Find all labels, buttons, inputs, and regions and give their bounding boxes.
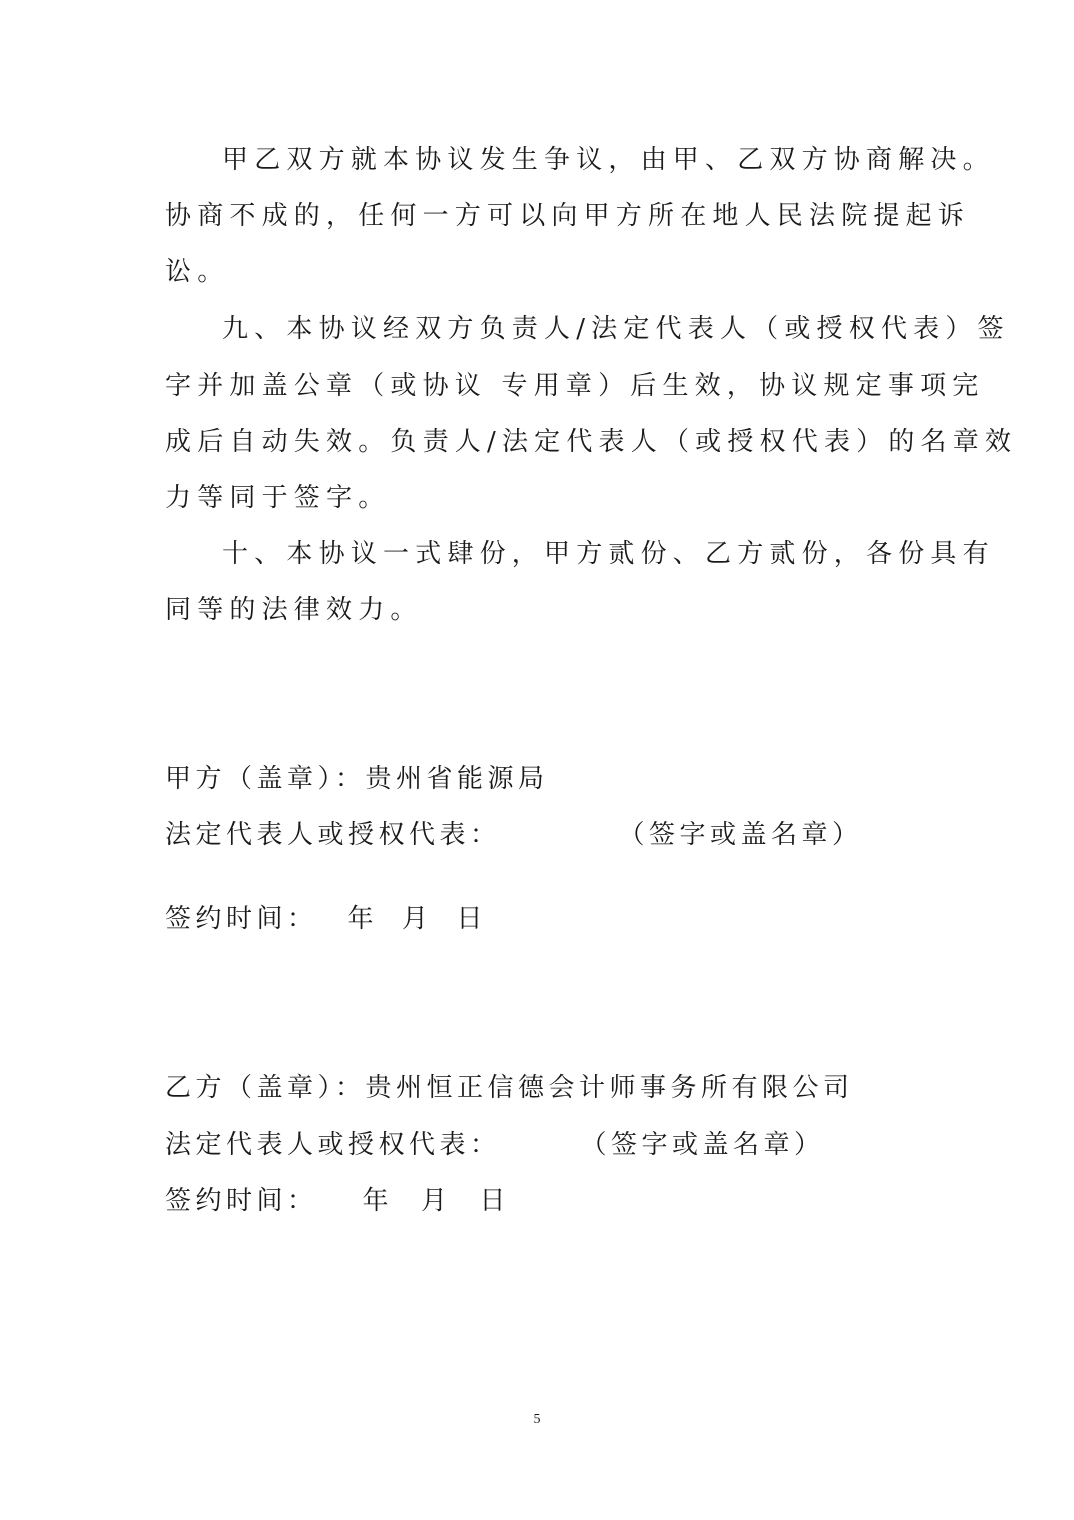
- party-a-rep-label: 法定代表人或授权代表：: [165, 820, 501, 850]
- party-a-year: 年: [347, 904, 379, 934]
- clause-9-line-2: 字并加盖公章（或协议 专用章）后生效，协议规定事项完: [165, 371, 985, 401]
- party-a-representative-line: [165, 818, 863, 852]
- party-b-year: 年: [362, 1186, 394, 1216]
- party-a-date-label: 签约时间：: [165, 904, 318, 934]
- page-number: 5: [533, 1412, 541, 1427]
- dispute-line-3: 讼。: [165, 257, 230, 287]
- party-b-month: 月: [421, 1186, 452, 1216]
- party-a-date-line: [165, 902, 487, 936]
- party-b-rep-note: （签字或盖名章）: [580, 1130, 825, 1160]
- party-b-date-line: [165, 1184, 510, 1218]
- party-b-day: 日: [479, 1186, 511, 1216]
- party-a-rep-note: （签字或盖名章）: [618, 820, 863, 850]
- clause-9-line-3: 成后自动失效。负责人/法定代表人（或授权代表）的名章效: [165, 427, 1018, 457]
- party-a-day: 日: [456, 904, 488, 934]
- party-a-month: 月: [402, 904, 433, 934]
- clause-9-line-4: 力等同于签字。: [165, 483, 391, 513]
- clause-10-line-2: 同等的法律效力。: [165, 595, 423, 625]
- clause-10-line-1: 十、本协议一式肆份，甲方贰份、乙方贰份，各份具有: [222, 539, 995, 569]
- party-a-seal-line: 甲方（盖章）：贵州省能源局: [165, 764, 549, 794]
- party-b-seal-line: 乙方（盖章）：贵州恒正信德会计师事务所有限公司: [165, 1073, 854, 1103]
- clause-9-line-1: 九、本协议经双方负责人/法定代表人（或授权代表）签: [222, 314, 1010, 344]
- dispute-line-1: 甲乙双方就本协议发生争议，由甲、乙双方协商解决。: [222, 145, 995, 175]
- party-b-rep-label: 法定代表人或授权代表：: [165, 1130, 501, 1160]
- party-b-date-label: 签约时间：: [165, 1186, 318, 1216]
- dispute-line-2: 协商不成的，任何一方可以向甲方所在地人民法院提起诉: [165, 201, 971, 231]
- party-b-representative-line: [165, 1128, 825, 1162]
